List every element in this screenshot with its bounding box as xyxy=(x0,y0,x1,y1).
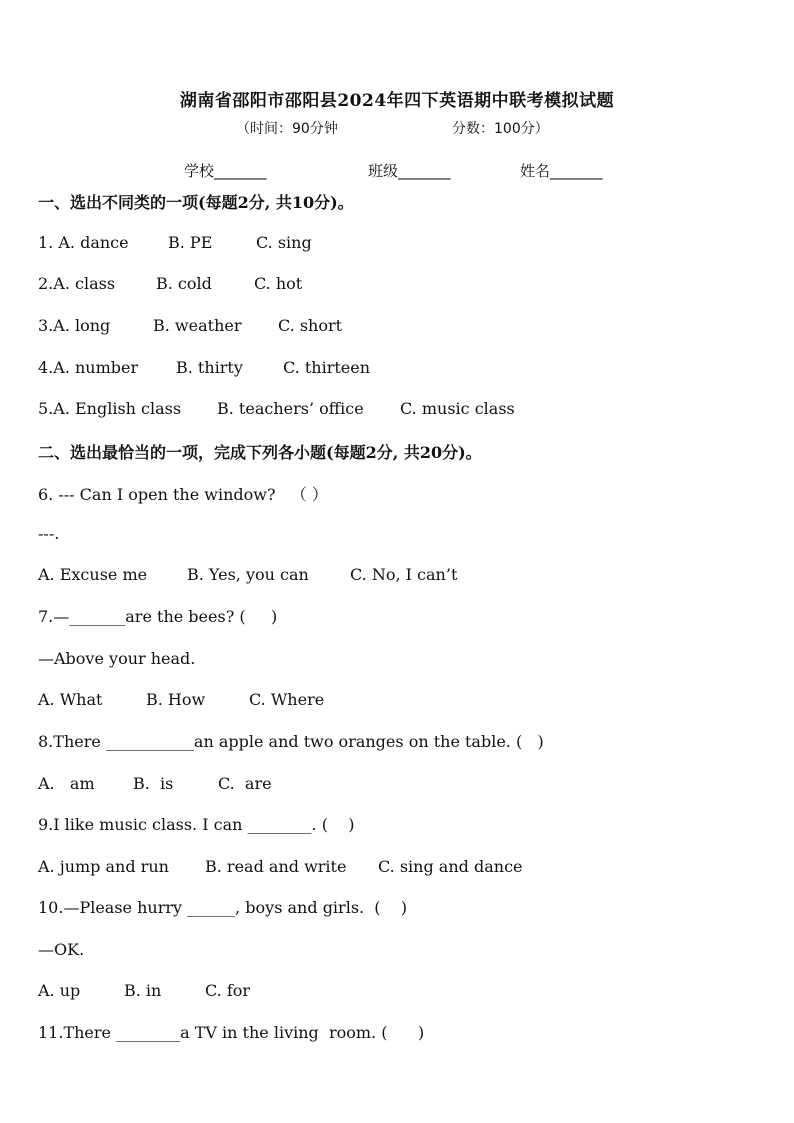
q8-option-b[interactable]: B. is xyxy=(133,774,174,793)
school-field[interactable]: 学校_______ xyxy=(184,162,267,180)
q9-option-a[interactable]: A. jump and run xyxy=(38,857,169,876)
q7-option-b[interactable]: B. How xyxy=(146,690,206,709)
exam-score: 分数：100分） xyxy=(452,121,549,137)
q8-option-a[interactable]: A. am xyxy=(38,774,95,793)
q3-option-c[interactable]: C. short xyxy=(278,316,343,335)
q1-option-a[interactable]: 1. A. dance xyxy=(38,233,129,252)
q7-stem: 7.—_______are the bees? ( ) xyxy=(38,607,278,626)
q9-option-c[interactable]: C. sing and dance xyxy=(378,857,523,876)
q6-option-c[interactable]: C. No, I can’t xyxy=(350,565,458,584)
q9-stem: 9.I like music class. I can ________. ( ) xyxy=(38,815,355,834)
q4-option-b[interactable]: B. thirty xyxy=(176,358,243,377)
exam-time: （时间：90分钟 xyxy=(236,121,338,137)
q7-answer-line: —Above your head. xyxy=(38,649,196,668)
section-2-heading: 二、选出最恰当的一项，完成下列各小题(每题2分, 共20分)。 xyxy=(38,443,482,462)
q10-option-c[interactable]: C. for xyxy=(205,981,251,1000)
q4-option-c[interactable]: C. thirteen xyxy=(283,358,371,377)
q10-stem: 10.—Please hurry ______, boys and girls. ( ) xyxy=(38,898,408,917)
q5-option-c[interactable]: C. music class xyxy=(400,399,515,418)
q10-answer-line: —OK. xyxy=(38,940,85,959)
q10-option-b[interactable]: B. in xyxy=(124,981,162,1000)
q2-option-a[interactable]: 2.A. class xyxy=(38,274,116,293)
q3-option-a[interactable]: 3.A. long xyxy=(38,316,111,335)
q6-option-a[interactable]: A. Excuse me xyxy=(38,565,148,584)
q9-option-b[interactable]: B. read and write xyxy=(205,857,347,876)
q6-answer-line: ---. xyxy=(38,524,60,543)
name-field[interactable]: 姓名_______ xyxy=(520,162,603,180)
q1-option-b[interactable]: B. PE xyxy=(168,233,213,252)
q8-option-c[interactable]: C. are xyxy=(218,774,272,793)
q6-option-b[interactable]: B. Yes, you can xyxy=(187,565,309,584)
q11-stem: 11.There ________a TV in the living room. ( ) xyxy=(38,1023,425,1042)
q8-stem: 8.There ___________an apple and two oranges on the table. ( ) xyxy=(38,732,544,751)
class-field[interactable]: 班级_______ xyxy=(368,162,451,180)
q7-option-a[interactable]: A. What xyxy=(38,690,103,709)
q4-option-a[interactable]: 4.A. number xyxy=(38,358,139,377)
q7-option-c[interactable]: C. Where xyxy=(249,690,325,709)
q5-option-b[interactable]: B. teachers’ office xyxy=(217,399,364,418)
q3-option-b[interactable]: B. weather xyxy=(153,316,242,335)
exam-title: 湖南省邵阳市邵阳县2024年四下英语期中联考模拟试题 xyxy=(179,91,615,111)
section-1-heading: 一、选出不同类的一项(每题2分, 共10分)。 xyxy=(38,193,354,212)
q5-option-a[interactable]: 5.A. English class xyxy=(38,399,182,418)
q1-option-c[interactable]: C. sing xyxy=(256,233,312,252)
q6-stem: 6. --- Can I open the window? （ ） xyxy=(38,485,328,504)
q2-option-c[interactable]: C. hot xyxy=(254,274,303,293)
q2-option-b[interactable]: B. cold xyxy=(156,274,212,293)
q10-option-a[interactable]: A. up xyxy=(38,981,81,1000)
